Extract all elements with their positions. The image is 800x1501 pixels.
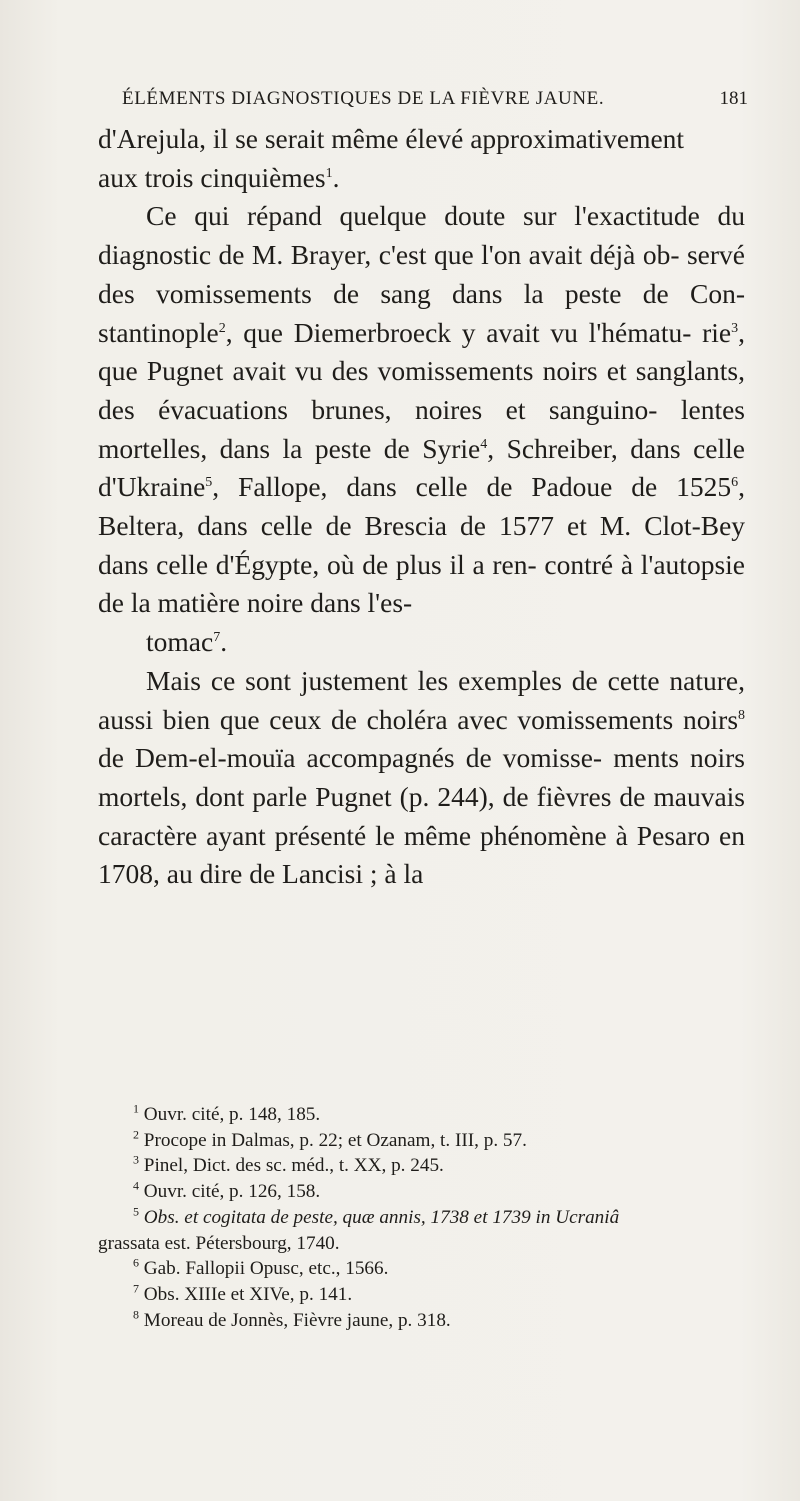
text-line: phénomène à Pesaro en 1708, au dire de Lancisi ; à la — [98, 819, 745, 890]
footnote-8 — [98, 1308, 745, 1334]
footnote-text: Moreau de Jonnès, Fièvre jaune, p. 318. — [143, 1309, 451, 1331]
text-run: , que Diemerbroeck y avait vu l'hématu- — [225, 316, 692, 348]
footnote-4 — [98, 1179, 745, 1205]
footnote-number: 6 — [133, 1255, 139, 1270]
text-run: aux trois cinquièmes — [98, 161, 326, 193]
text-run: noirs — [683, 703, 739, 735]
text-run: , Schreiber, — [487, 432, 618, 464]
footnote-number: 4 — [133, 1178, 139, 1193]
text-run: lentes mortelles, dans la peste de Syrie — [98, 393, 745, 464]
footnote-number: 8 — [133, 1307, 139, 1322]
text-line: Ce qui répand quelque doute sur l'exactitude du — [146, 200, 745, 232]
footnote-ref: 7 — [213, 629, 221, 645]
footnote-number: 1 — [133, 1101, 139, 1116]
footnote-3 — [98, 1153, 745, 1179]
footnote-text: Obs. et cogitata de peste, quæ annis, 1738 et 1739 in Ucraniâ — [143, 1206, 620, 1228]
text-run: . — [332, 161, 340, 193]
footnote-text: Procope in Dalmas, p. 22; et Ozanam, t. III, p. 57. — [143, 1129, 527, 1151]
footnote-number: 5 — [133, 1204, 139, 1219]
text-line — [98, 623, 745, 662]
text-run: tomac — [146, 626, 214, 658]
paragraph-2 — [98, 197, 745, 661]
footnote-ref: 8 — [738, 707, 746, 723]
text-line — [98, 317, 691, 348]
footnote-6 — [98, 1256, 745, 1282]
text-line: M. Clot-Bey dans celle d'Égypte, où de plus il a ren- — [98, 510, 746, 580]
footnote-ref: 6 — [731, 475, 739, 491]
footnote-text: Ouvr. cité, p. 126, 158. — [143, 1181, 321, 1203]
footnote-number: 2 — [133, 1127, 139, 1142]
footnote-text: Pinel, Dict. des sc. méd., t. XX, p. 245. — [143, 1155, 444, 1177]
footnote-text: Ouvr. cité, p. 148, 185. — [143, 1104, 321, 1125]
footnote-5 — [98, 1205, 745, 1231]
text-line: d'Arejula, il se serait même élevé approximativement — [98, 123, 685, 154]
footnote-1 — [98, 1102, 745, 1128]
page-number: 181 — [719, 88, 748, 109]
text-line: Mais ce sont justement les exemples de cette nature, — [146, 664, 745, 696]
footnote-ref: 2 — [218, 320, 226, 336]
text-line: fièvres de mauvais caractère ayant présenté le même — [98, 780, 746, 851]
footnote-text: Obs. XIIIe et XIVe, p. 141. — [143, 1283, 353, 1305]
paragraph-1 — [98, 120, 745, 197]
footnote-ref: 5 — [205, 475, 213, 491]
text-line: contré à l'autopsie de la matière noire dans l'es- — [98, 548, 746, 619]
text-line: sanglants, des évacuations brunes, noires et sanguino- — [98, 355, 746, 425]
footnote-text: grassata est. Pétersbourg, 1740. — [98, 1232, 340, 1254]
footnote-ref: 1 — [325, 165, 333, 181]
text-run: , Fallope, dans celle de Padoue — [212, 471, 613, 503]
text-run: dans celle d'Ukraine — [98, 432, 745, 503]
text-line: diagnostic de M. Brayer, c'est que l'on avait déjà ob- — [98, 239, 680, 271]
text-line: aussi bien que ceux de choléra avec vomissements — [98, 703, 674, 735]
footnote-number: 3 — [133, 1153, 139, 1168]
footnote-number: 7 — [133, 1281, 139, 1296]
running-title: ÉLÉMENTS DIAGNOSTIQUES DE LA FIÈVRE JAUNE. — [122, 88, 605, 109]
footnote-7 — [98, 1282, 745, 1308]
paragraph-3 — [98, 662, 745, 894]
text-run: , que Pugnet avait vu des vomissements noirs et — [98, 316, 746, 387]
text-line: ments noirs mortels, dont parle Pugnet (p. 244), de — [98, 742, 745, 812]
text-run: de Dem-el-mouïa accompagnés de vomisse- — [98, 742, 603, 774]
footnote-text: Gab. Fallopii Opusc, etc., 1566. — [143, 1258, 389, 1280]
text-run: . — [220, 626, 228, 658]
running-header — [122, 88, 748, 118]
footnote-5-continued — [98, 1231, 745, 1257]
text-run: rie — [702, 316, 732, 348]
text-line: servé des vomissements de sang dans la peste de Con- — [98, 239, 745, 309]
text-run: stantinople — [98, 316, 219, 348]
footnotes — [98, 1102, 745, 1333]
text-run: de 1525 — [631, 471, 732, 503]
footnote-2 — [98, 1128, 745, 1154]
text-line — [98, 159, 745, 198]
footnote-ref: 3 — [731, 320, 739, 336]
main-text — [98, 120, 745, 894]
footnote-ref: 4 — [480, 436, 488, 452]
text-run: , Beltera, dans celle de Brescia de 1577 et — [98, 471, 745, 542]
